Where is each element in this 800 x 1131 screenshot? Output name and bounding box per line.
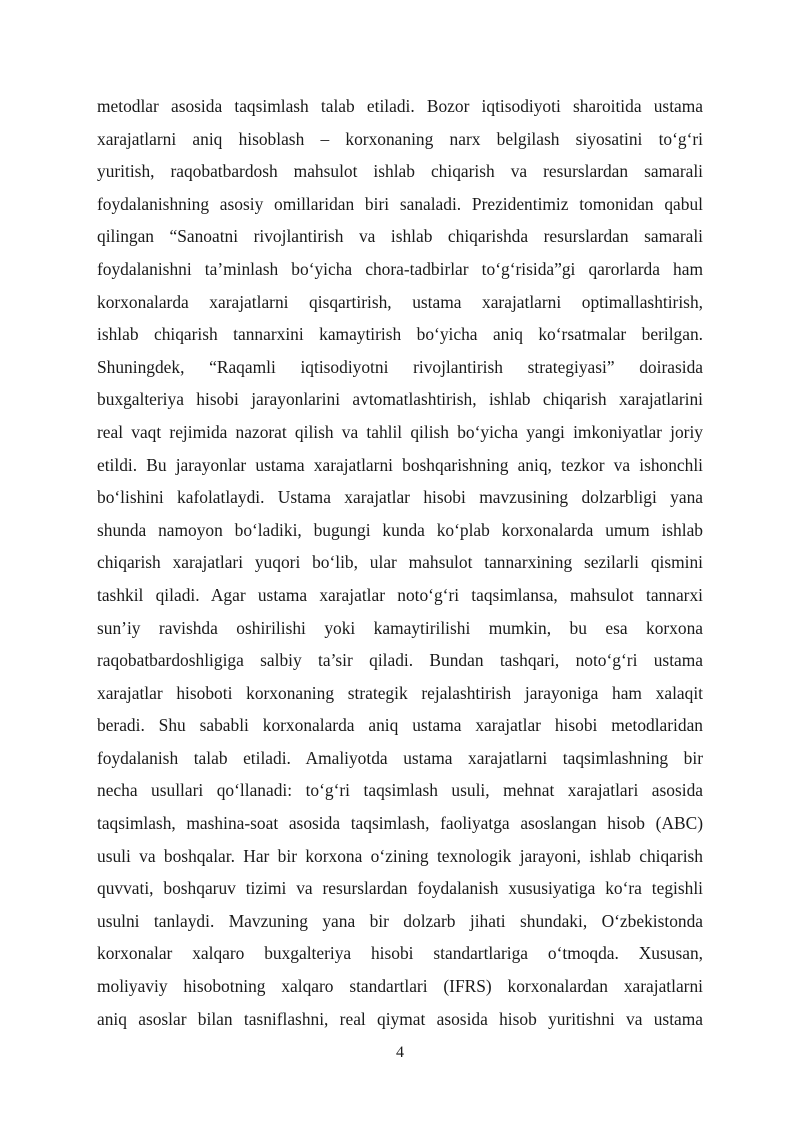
text-line: buxgalteriya hisobi jarayonlarini avtomatlashtirish, ishlab chiqarish xarajatlarini bbox=[97, 389, 703, 410]
text-line: chiqarish xarajatlari yuqori bo‘lib, ular mahsulot tannarxining sezilarli qismini bbox=[97, 552, 703, 573]
text-line: shunda namoyon bo‘ladiki, bugungi kunda ko‘plab korxonalarda umum ishlab bbox=[97, 519, 703, 540]
text-line: tashkil qiladi. Agar ustama xarajatlar noto‘g‘ri taqsimlansa, mahsulot tannarxi bbox=[97, 584, 703, 605]
text-line: raqobatbardoshligiga salbiy ta’sir qiladi. Bundan tashqari, noto‘g‘ri ustama bbox=[97, 650, 703, 671]
text-line: bo‘lishini kafolatlaydi. Ustama xarajatlar hisobi mavzusining dolzarbligi yana bbox=[97, 487, 703, 508]
text-line: Shuningdek, “Raqamli iqtisodiyotni rivojlantirish strategiyasi” doirasida bbox=[97, 356, 703, 377]
text-line: usulni tanlaydi. Mavzuning yana bir dolzarb jihati shundaki, O‘zbekistonda bbox=[97, 910, 703, 931]
text-line: yuritish, raqobatbardosh mahsulot ishlab chiqarish va resurslardan samarali bbox=[97, 161, 703, 182]
page-number: 4 bbox=[396, 1044, 404, 1061]
text-line: aniq asoslar bilan tasniflashni, real qiymat asosida hisob yuritishni va ustama bbox=[97, 1008, 703, 1029]
text-line: sun’iy ravishda oshirilishi yoki kamaytirilishi mumkin, bu esa korxona bbox=[97, 617, 703, 638]
text-line: foydalanishni ta’minlash bo‘yicha chora-tadbirlar to‘g‘risida”gi qarorlarda ham bbox=[97, 258, 703, 279]
text-line: real vaqt rejimida nazorat qilish va tahlil qilish bo‘yicha yangi imkoniyatlar joriy bbox=[97, 421, 703, 442]
text-line: xarajatlar hisoboti korxonaning strategik rejalashtirish jarayoniga ham xalaqit bbox=[97, 682, 703, 703]
text-line: korxonalarda xarajatlarni qisqartirish, ustama xarajatlarni optimallashtirish, bbox=[97, 291, 703, 312]
text-line: foydalanishning asosiy omillaridan biri sanaladi. Prezidentimiz tomonidan qabul bbox=[97, 193, 703, 214]
text-line: taqsimlash, mashina-soat asosida taqsimlash, faoliyatga asoslangan hisob (ABC) bbox=[97, 813, 703, 834]
text-line: quvvati, boshqaruv tizimi va resurslardan foydalanish xususiyatiga ko‘ra tegishli bbox=[97, 878, 703, 899]
text-line: moliyaviy hisobotning xalqaro standartlari (IFRS) korxonalardan xarajatlarni bbox=[97, 976, 703, 997]
text-line: necha usullari qo‘llanadi: to‘g‘ri taqsimlash usuli, mehnat xarajatlari asosida bbox=[97, 780, 703, 801]
text-line: foydalanish talab etiladi. Amaliyotda ustama xarajatlarni taqsimlashning bir bbox=[97, 747, 703, 768]
text-line: ishlab chiqarish tannarxini kamaytirish bo‘yicha aniq ko‘rsatmalar berilgan. bbox=[97, 324, 703, 345]
text-line: korxonalar xalqaro buxgalteriya hisobi standartlariga o‘tmoqda. Xususan, bbox=[97, 943, 703, 964]
text-line: xarajatlarni aniq hisoblash – korxonaning narx belgilash siyosatini to‘g‘ri bbox=[97, 128, 703, 149]
text-line: metodlar asosida taqsimlash talab etiladi. Bozor iqtisodiyoti sharoitida ustama bbox=[97, 96, 703, 116]
text-line: etildi. Bu jarayonlar ustama xarajatlarni boshqarishning aniq, tezkor va ishonchli bbox=[97, 454, 703, 475]
text-line: beradi. Shu sababli korxonalarda aniq ustama xarajatlar hisobi metodlaridan bbox=[97, 715, 703, 736]
text-line: qilingan “Sanoatni rivojlantirish va ishlab chiqarishda resurslardan samarali bbox=[97, 226, 703, 247]
body-text bbox=[97, 90, 703, 1035]
text-line: usuli va boshqalar. Har bir korxona o‘zining texnologik jarayoni, ishlab chiqarish bbox=[97, 845, 703, 866]
